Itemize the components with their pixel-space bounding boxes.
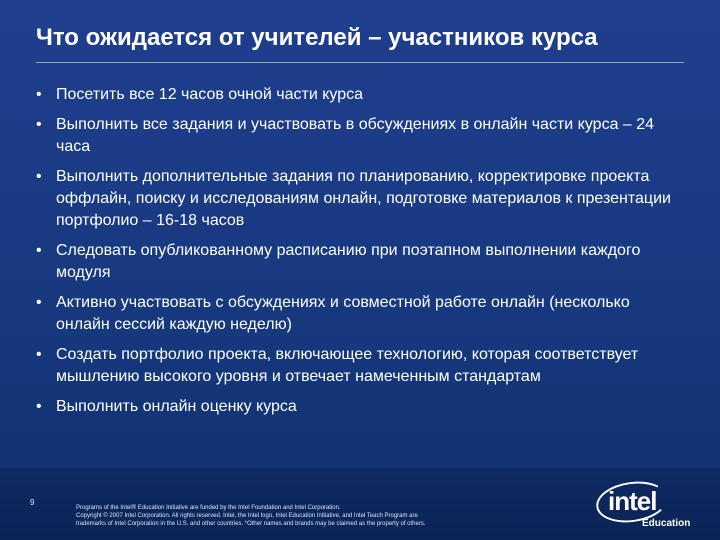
bullet-dot-icon: • bbox=[36, 398, 42, 415]
legal-line: Copyright © 2007 Intel Corporation. All rights reserved. Intel, the Intel logo, Intel Education Initiative, and Intel Teach Program are bbox=[76, 513, 418, 519]
bullet-text: Выполнить дополнительные задания по планированию, корректировке проекта оффлайн, поиску и исследованиям онлайн, подготовке материалов к презентации портфолио – 16-18 часов bbox=[56, 168, 671, 229]
bullet-dot-icon: • bbox=[36, 116, 42, 133]
bullet-list bbox=[36, 84, 676, 426]
slide-title: Что ожидается от учителей – участников курса bbox=[36, 24, 598, 51]
legal-line: Programs of the Intel® Education Initiative are funded by the Intel Foundation and Intel Corporation. bbox=[76, 505, 341, 511]
bullet-text: Выполнить онлайн оценку курса bbox=[56, 398, 297, 415]
bullet-dot-icon: • bbox=[36, 86, 42, 103]
logo-subtitle: Education bbox=[642, 518, 691, 529]
bullet-item bbox=[36, 240, 676, 284]
title-divider bbox=[36, 62, 684, 63]
bullet-dot-icon: • bbox=[36, 242, 42, 259]
footer-bar bbox=[0, 468, 720, 540]
bullet-item bbox=[36, 396, 676, 418]
bullet-text: Создать портфолио проекта, включающее технологию, которая соответствует мышлению высокого уровня и отвечает намеченным стандартам bbox=[56, 346, 639, 385]
bullet-text: Следовать опубликованному расписанию при поэтапном выполнении каждого модуля bbox=[56, 242, 641, 281]
bullet-item bbox=[36, 114, 676, 158]
intel-education-logo bbox=[596, 478, 700, 536]
bullet-item bbox=[36, 344, 676, 388]
bullet-dot-icon: • bbox=[36, 168, 42, 185]
bullet-item bbox=[36, 84, 676, 106]
legal-line: trademarks of Intel Corporation in the U.S. and other countries. *Other names and brands may be claimed as the property of others. bbox=[76, 521, 426, 527]
bullet-text: Выполнить все задания и участвовать в обсуждениях в онлайн части курса – 24 часа bbox=[56, 116, 655, 155]
bullet-item bbox=[36, 292, 676, 336]
bullet-text: Посетить все 12 часов очной части курса bbox=[56, 86, 364, 103]
page-number: 9 bbox=[30, 498, 35, 507]
bullet-text: Активно участвовать с обсуждениях и совместной работе онлайн (несколько онлайн сессий каждую неделю) bbox=[56, 294, 630, 333]
bullet-dot-icon: • bbox=[36, 294, 42, 311]
bullet-item bbox=[36, 166, 676, 232]
bullet-dot-icon: • bbox=[36, 346, 42, 363]
logo-wordmark: intel bbox=[608, 486, 657, 516]
legal-notice bbox=[76, 504, 556, 528]
